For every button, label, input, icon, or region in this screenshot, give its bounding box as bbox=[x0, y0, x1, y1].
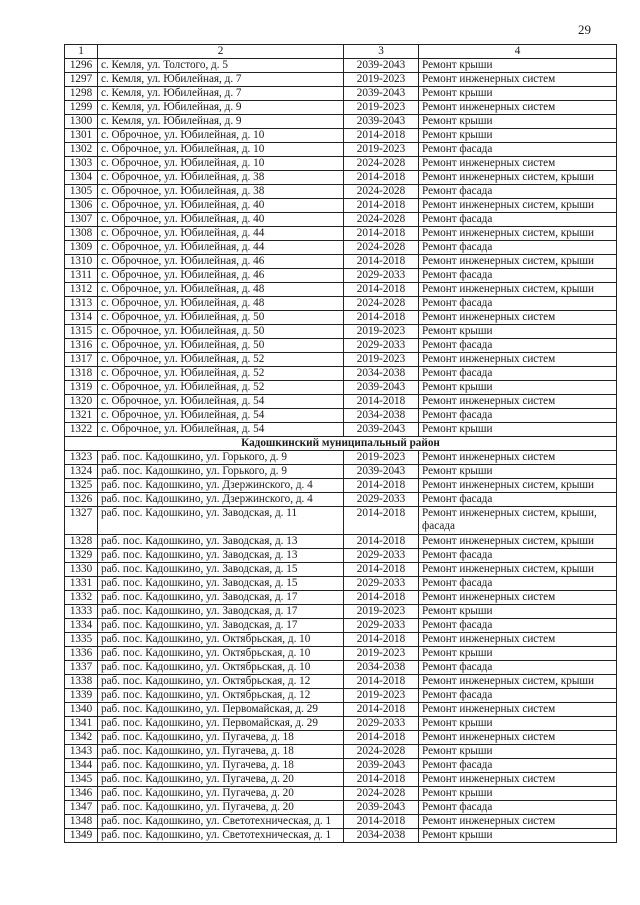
address-cell: с. Кемля, ул. Толстого, д. 5 bbox=[98, 59, 344, 73]
address-cell: раб. пос. Кадошкино, ул. Пугачева, д. 18 bbox=[98, 759, 344, 773]
period-cell: 2014-2018 bbox=[344, 395, 419, 409]
address-cell: с. Оброчное, ул. Юбилейная, д. 48 bbox=[98, 283, 344, 297]
address-cell: раб. пос. Кадошкино, ул. Заводская, д. 13 bbox=[98, 549, 344, 563]
work-type-cell: Ремонт фасада bbox=[419, 661, 617, 675]
address-cell: с. Кемля, ул. Юбилейная, д. 9 bbox=[98, 101, 344, 115]
period-cell: 2024-2028 bbox=[344, 787, 419, 801]
row-number-cell: 1321 bbox=[65, 409, 98, 423]
work-type-cell: Ремонт инженерных систем, крыши bbox=[419, 171, 617, 185]
period-cell: 2019-2023 bbox=[344, 451, 419, 465]
row-number-cell: 1310 bbox=[65, 255, 98, 269]
address-cell: с. Оброчное, ул. Юбилейная, д. 52 bbox=[98, 367, 344, 381]
work-type-cell: Ремонт инженерных систем bbox=[419, 591, 617, 605]
column-header-row bbox=[65, 45, 617, 59]
address-cell: раб. пос. Кадошкино, ул. Заводская, д. 17 bbox=[98, 605, 344, 619]
row-number-cell: 1338 bbox=[65, 675, 98, 689]
column-header: 3 bbox=[344, 45, 419, 59]
work-type-cell: Ремонт инженерных систем bbox=[419, 731, 617, 745]
period-cell: 2019-2023 bbox=[344, 353, 419, 367]
address-cell: с. Оброчное, ул. Юбилейная, д. 44 bbox=[98, 227, 344, 241]
table-body bbox=[65, 45, 617, 843]
period-cell: 2039-2043 bbox=[344, 87, 419, 101]
row-number-cell: 1318 bbox=[65, 367, 98, 381]
address-cell: с. Оброчное, ул. Юбилейная, д. 54 bbox=[98, 395, 344, 409]
row-number-cell: 1297 bbox=[65, 73, 98, 87]
row-number-cell: 1341 bbox=[65, 717, 98, 731]
table-row bbox=[65, 661, 617, 675]
address-cell: раб. пос. Кадошкино, ул. Октябрьская, д. 12 bbox=[98, 675, 344, 689]
period-cell: 2024-2028 bbox=[344, 185, 419, 199]
address-cell: раб. пос. Кадошкино, ул. Горького, д. 9 bbox=[98, 465, 344, 479]
work-type-cell: Ремонт инженерных систем, крыши bbox=[419, 675, 617, 689]
work-type-cell: Ремонт фасада bbox=[419, 801, 617, 815]
period-cell: 2019-2023 bbox=[344, 325, 419, 339]
work-type-cell: Ремонт фасада bbox=[419, 619, 617, 633]
table-row bbox=[65, 269, 617, 283]
work-type-cell: Ремонт фасада bbox=[419, 269, 617, 283]
row-number-cell: 1325 bbox=[65, 479, 98, 493]
period-cell: 2034-2038 bbox=[344, 409, 419, 423]
period-cell: 2029-2033 bbox=[344, 619, 419, 633]
table-row bbox=[65, 381, 617, 395]
table-row bbox=[65, 591, 617, 605]
address-cell: раб. пос. Кадошкино, ул. Октябрьская, д. 12 bbox=[98, 689, 344, 703]
period-cell: 2029-2033 bbox=[344, 549, 419, 563]
table-row bbox=[65, 759, 617, 773]
period-cell: 2034-2038 bbox=[344, 661, 419, 675]
work-type-cell: Ремонт фасада bbox=[419, 143, 617, 157]
column-header: 1 bbox=[65, 45, 98, 59]
repair-schedule-table bbox=[64, 44, 617, 843]
table-row bbox=[65, 633, 617, 647]
period-cell: 2014-2018 bbox=[344, 633, 419, 647]
address-cell: с. Оброчное, ул. Юбилейная, д. 10 bbox=[98, 143, 344, 157]
work-type-cell: Ремонт инженерных систем bbox=[419, 633, 617, 647]
work-type-cell: Ремонт фасада bbox=[419, 213, 617, 227]
row-number-cell: 1309 bbox=[65, 241, 98, 255]
work-type-cell: Ремонт крыши bbox=[419, 59, 617, 73]
work-type-cell: Ремонт инженерных систем bbox=[419, 815, 617, 829]
table-row bbox=[65, 773, 617, 787]
row-number-cell: 1332 bbox=[65, 591, 98, 605]
table-row bbox=[65, 185, 617, 199]
row-number-cell: 1315 bbox=[65, 325, 98, 339]
address-cell: с. Оброчное, ул. Юбилейная, д. 40 bbox=[98, 213, 344, 227]
row-number-cell: 1327 bbox=[65, 507, 98, 535]
row-number-cell: 1345 bbox=[65, 773, 98, 787]
work-type-cell: Ремонт инженерных систем bbox=[419, 703, 617, 717]
row-number-cell: 1322 bbox=[65, 423, 98, 437]
table-row bbox=[65, 507, 617, 535]
work-type-cell: Ремонт крыши bbox=[419, 115, 617, 129]
work-type-cell: Ремонт крыши bbox=[419, 605, 617, 619]
table-row bbox=[65, 577, 617, 591]
work-type-cell: Ремонт фасада bbox=[419, 297, 617, 311]
table-row bbox=[65, 451, 617, 465]
row-number-cell: 1349 bbox=[65, 829, 98, 843]
row-number-cell: 1308 bbox=[65, 227, 98, 241]
work-type-cell: Ремонт инженерных систем, крыши bbox=[419, 255, 617, 269]
table-row bbox=[65, 115, 617, 129]
address-cell: с. Оброчное, ул. Юбилейная, д. 54 bbox=[98, 409, 344, 423]
table-row bbox=[65, 675, 617, 689]
work-type-cell: Ремонт фасада bbox=[419, 367, 617, 381]
row-number-cell: 1307 bbox=[65, 213, 98, 227]
address-cell: раб. пос. Кадошкино, ул. Первомайская, д. 29 bbox=[98, 703, 344, 717]
period-cell: 2014-2018 bbox=[344, 675, 419, 689]
row-number-cell: 1302 bbox=[65, 143, 98, 157]
work-type-cell: Ремонт инженерных систем bbox=[419, 157, 617, 171]
address-cell: с. Оброчное, ул. Юбилейная, д. 44 bbox=[98, 241, 344, 255]
work-type-cell: Ремонт крыши bbox=[419, 381, 617, 395]
address-cell: с. Оброчное, ул. Юбилейная, д. 40 bbox=[98, 199, 344, 213]
address-cell: раб. пос. Кадошкино, ул. Дзержинского, д. 4 bbox=[98, 493, 344, 507]
address-cell: раб. пос. Кадошкино, ул. Горького, д. 9 bbox=[98, 451, 344, 465]
period-cell: 2019-2023 bbox=[344, 605, 419, 619]
row-number-cell: 1337 bbox=[65, 661, 98, 675]
table-row bbox=[65, 535, 617, 549]
table-row bbox=[65, 87, 617, 101]
address-cell: раб. пос. Кадошкино, ул. Пугачева, д. 20 bbox=[98, 773, 344, 787]
table-row bbox=[65, 227, 617, 241]
row-number-cell: 1299 bbox=[65, 101, 98, 115]
address-cell: раб. пос. Кадошкино, ул. Заводская, д. 11 bbox=[98, 507, 344, 535]
period-cell: 2024-2028 bbox=[344, 213, 419, 227]
address-cell: раб. пос. Кадошкино, ул. Дзержинского, д. 4 bbox=[98, 479, 344, 493]
row-number-cell: 1316 bbox=[65, 339, 98, 353]
address-cell: с. Оброчное, ул. Юбилейная, д. 54 bbox=[98, 423, 344, 437]
table-row bbox=[65, 605, 617, 619]
period-cell: 2019-2023 bbox=[344, 101, 419, 115]
table-row bbox=[65, 465, 617, 479]
period-cell: 2024-2028 bbox=[344, 745, 419, 759]
address-cell: раб. пос. Кадошкино, ул. Заводская, д. 13 bbox=[98, 535, 344, 549]
column-header: 2 bbox=[98, 45, 344, 59]
work-type-cell: Ремонт фасада bbox=[419, 241, 617, 255]
period-cell: 2024-2028 bbox=[344, 297, 419, 311]
address-cell: с. Оброчное, ул. Юбилейная, д. 50 bbox=[98, 339, 344, 353]
work-type-cell: Ремонт инженерных систем bbox=[419, 395, 617, 409]
address-cell: раб. пос. Кадошкино, ул. Октябрьская, д. 10 bbox=[98, 633, 344, 647]
row-number-cell: 1301 bbox=[65, 129, 98, 143]
page-number: 29 bbox=[578, 22, 591, 37]
row-number-cell: 1304 bbox=[65, 171, 98, 185]
address-cell: с. Оброчное, ул. Юбилейная, д. 50 bbox=[98, 311, 344, 325]
address-cell: раб. пос. Кадошкино, ул. Пугачева, д. 18 bbox=[98, 731, 344, 745]
table-row bbox=[65, 101, 617, 115]
table-row bbox=[65, 129, 617, 143]
row-number-cell: 1330 bbox=[65, 563, 98, 577]
period-cell: 2014-2018 bbox=[344, 255, 419, 269]
row-number-cell: 1331 bbox=[65, 577, 98, 591]
row-number-cell: 1305 bbox=[65, 185, 98, 199]
row-number-cell: 1339 bbox=[65, 689, 98, 703]
table-row bbox=[65, 689, 617, 703]
table-row bbox=[65, 325, 617, 339]
address-cell: раб. пос. Кадошкино, ул. Октябрьская, д. 10 bbox=[98, 647, 344, 661]
table-row bbox=[65, 353, 617, 367]
period-cell: 2019-2023 bbox=[344, 647, 419, 661]
row-number-cell: 1319 bbox=[65, 381, 98, 395]
table-row bbox=[65, 395, 617, 409]
work-type-cell: Ремонт инженерных систем, крыши bbox=[419, 563, 617, 577]
row-number-cell: 1296 bbox=[65, 59, 98, 73]
period-cell: 2034-2038 bbox=[344, 367, 419, 381]
table-row bbox=[65, 73, 617, 87]
address-cell: раб. пос. Кадошкино, ул. Заводская, д. 15 bbox=[98, 563, 344, 577]
table-row bbox=[65, 199, 617, 213]
work-type-cell: Ремонт фасада bbox=[419, 549, 617, 563]
period-cell: 2014-2018 bbox=[344, 815, 419, 829]
table-row bbox=[65, 745, 617, 759]
work-type-cell: Ремонт фасада bbox=[419, 339, 617, 353]
row-number-cell: 1311 bbox=[65, 269, 98, 283]
period-cell: 2014-2018 bbox=[344, 773, 419, 787]
address-cell: с. Оброчное, ул. Юбилейная, д. 48 bbox=[98, 297, 344, 311]
table-row bbox=[65, 59, 617, 73]
work-type-cell: Ремонт инженерных систем, крыши bbox=[419, 199, 617, 213]
work-type-cell: Ремонт инженерных систем bbox=[419, 353, 617, 367]
address-cell: раб. пос. Кадошкино, ул. Первомайская, д. 29 bbox=[98, 717, 344, 731]
work-type-cell: Ремонт крыши bbox=[419, 829, 617, 843]
table-row bbox=[65, 283, 617, 297]
work-type-cell: Ремонт крыши bbox=[419, 787, 617, 801]
table-row bbox=[65, 241, 617, 255]
address-cell: с. Оброчное, ул. Юбилейная, д. 52 bbox=[98, 381, 344, 395]
period-cell: 2029-2033 bbox=[344, 493, 419, 507]
period-cell: 2014-2018 bbox=[344, 563, 419, 577]
period-cell: 2034-2038 bbox=[344, 829, 419, 843]
table-row bbox=[65, 171, 617, 185]
period-cell: 2014-2018 bbox=[344, 199, 419, 213]
address-cell: раб. пос. Кадошкино, ул. Пугачева, д. 20 bbox=[98, 787, 344, 801]
work-type-cell: Ремонт инженерных систем bbox=[419, 311, 617, 325]
row-number-cell: 1344 bbox=[65, 759, 98, 773]
table-row bbox=[65, 815, 617, 829]
period-cell: 2039-2043 bbox=[344, 423, 419, 437]
address-cell: с. Оброчное, ул. Юбилейная, д. 38 bbox=[98, 171, 344, 185]
table-row bbox=[65, 423, 617, 437]
address-cell: раб. пос. Кадошкино, ул. Заводская, д. 17 bbox=[98, 591, 344, 605]
period-cell: 2029-2033 bbox=[344, 717, 419, 731]
table-row bbox=[65, 339, 617, 353]
address-cell: с. Кемля, ул. Юбилейная, д. 7 bbox=[98, 87, 344, 101]
table-row bbox=[65, 731, 617, 745]
row-number-cell: 1306 bbox=[65, 199, 98, 213]
row-number-cell: 1333 bbox=[65, 605, 98, 619]
period-cell: 2014-2018 bbox=[344, 535, 419, 549]
table-row bbox=[65, 409, 617, 423]
address-cell: с. Оброчное, ул. Юбилейная, д. 46 bbox=[98, 255, 344, 269]
table-row bbox=[65, 549, 617, 563]
work-type-cell: Ремонт крыши bbox=[419, 325, 617, 339]
period-cell: 2029-2033 bbox=[344, 339, 419, 353]
table-row bbox=[65, 647, 617, 661]
period-cell: 2029-2033 bbox=[344, 577, 419, 591]
address-cell: с. Оброчное, ул. Юбилейная, д. 10 bbox=[98, 129, 344, 143]
period-cell: 2024-2028 bbox=[344, 157, 419, 171]
table-row bbox=[65, 143, 617, 157]
row-number-cell: 1323 bbox=[65, 451, 98, 465]
period-cell: 2019-2023 bbox=[344, 689, 419, 703]
row-number-cell: 1340 bbox=[65, 703, 98, 717]
address-cell: раб. пос. Кадошкино, ул. Светотехническая, д. 1 bbox=[98, 815, 344, 829]
work-type-cell: Ремонт инженерных систем bbox=[419, 451, 617, 465]
row-number-cell: 1335 bbox=[65, 633, 98, 647]
period-cell: 2014-2018 bbox=[344, 703, 419, 717]
row-number-cell: 1320 bbox=[65, 395, 98, 409]
period-cell: 2039-2043 bbox=[344, 801, 419, 815]
row-number-cell: 1342 bbox=[65, 731, 98, 745]
row-number-cell: 1346 bbox=[65, 787, 98, 801]
table-row bbox=[65, 367, 617, 381]
row-number-cell: 1348 bbox=[65, 815, 98, 829]
row-number-cell: 1347 bbox=[65, 801, 98, 815]
work-type-cell: Ремонт инженерных систем, крыши bbox=[419, 283, 617, 297]
row-number-cell: 1314 bbox=[65, 311, 98, 325]
row-number-cell: 1317 bbox=[65, 353, 98, 367]
period-cell: 2019-2023 bbox=[344, 143, 419, 157]
period-cell: 2014-2018 bbox=[344, 129, 419, 143]
table-row bbox=[65, 213, 617, 227]
period-cell: 2014-2018 bbox=[344, 171, 419, 185]
work-type-cell: Ремонт крыши bbox=[419, 87, 617, 101]
work-type-cell: Ремонт фасада bbox=[419, 493, 617, 507]
period-cell: 2014-2018 bbox=[344, 507, 419, 535]
address-cell: с. Оброчное, ул. Юбилейная, д. 38 bbox=[98, 185, 344, 199]
row-number-cell: 1303 bbox=[65, 157, 98, 171]
period-cell: 2014-2018 bbox=[344, 283, 419, 297]
row-number-cell: 1324 bbox=[65, 465, 98, 479]
period-cell: 2039-2043 bbox=[344, 59, 419, 73]
work-type-cell: Ремонт инженерных систем, крыши bbox=[419, 479, 617, 493]
work-type-cell: Ремонт фасада bbox=[419, 759, 617, 773]
work-type-cell: Ремонт крыши bbox=[419, 745, 617, 759]
work-type-cell: Ремонт крыши bbox=[419, 717, 617, 731]
address-cell: с. Оброчное, ул. Юбилейная, д. 10 bbox=[98, 157, 344, 171]
row-number-cell: 1313 bbox=[65, 297, 98, 311]
address-cell: раб. пос. Кадошкино, ул. Светотехническая, д. 1 bbox=[98, 829, 344, 843]
work-type-cell: Ремонт крыши bbox=[419, 423, 617, 437]
row-number-cell: 1334 bbox=[65, 619, 98, 633]
period-cell: 2039-2043 bbox=[344, 759, 419, 773]
period-cell: 2039-2043 bbox=[344, 381, 419, 395]
work-type-cell: Ремонт фасада bbox=[419, 689, 617, 703]
table-row bbox=[65, 703, 617, 717]
work-type-cell: Ремонт фасада bbox=[419, 577, 617, 591]
row-number-cell: 1312 bbox=[65, 283, 98, 297]
section-header-row bbox=[65, 437, 617, 451]
address-cell: с. Оброчное, ул. Юбилейная, д. 46 bbox=[98, 269, 344, 283]
period-cell: 2039-2043 bbox=[344, 115, 419, 129]
address-cell: с. Кемля, ул. Юбилейная, д. 9 bbox=[98, 115, 344, 129]
address-cell: раб. пос. Кадошкино, ул. Пугачева, д. 18 bbox=[98, 745, 344, 759]
row-number-cell: 1298 bbox=[65, 87, 98, 101]
address-cell: с. Оброчное, ул. Юбилейная, д. 50 bbox=[98, 325, 344, 339]
table-row bbox=[65, 801, 617, 815]
column-header: 4 bbox=[419, 45, 617, 59]
table-row bbox=[65, 717, 617, 731]
section-title: Кадошкинский муниципальный район bbox=[65, 437, 617, 451]
table-row bbox=[65, 829, 617, 843]
work-type-cell: Ремонт инженерных систем, крыши bbox=[419, 535, 617, 549]
work-type-cell: Ремонт инженерных систем bbox=[419, 773, 617, 787]
address-cell: раб. пос. Кадошкино, ул. Октябрьская, д. 10 bbox=[98, 661, 344, 675]
address-cell: раб. пос. Кадошкино, ул. Заводская, д. 17 bbox=[98, 619, 344, 633]
work-type-cell: Ремонт фасада bbox=[419, 185, 617, 199]
table-row bbox=[65, 563, 617, 577]
work-type-cell: Ремонт инженерных систем bbox=[419, 101, 617, 115]
work-type-cell: Ремонт инженерных систем, крыши, фасада bbox=[419, 507, 617, 535]
work-type-cell: Ремонт крыши bbox=[419, 465, 617, 479]
address-cell: раб. пос. Кадошкино, ул. Пугачева, д. 20 bbox=[98, 801, 344, 815]
period-cell: 2024-2028 bbox=[344, 241, 419, 255]
period-cell: 2019-2023 bbox=[344, 73, 419, 87]
period-cell: 2014-2018 bbox=[344, 227, 419, 241]
table-row bbox=[65, 479, 617, 493]
row-number-cell: 1328 bbox=[65, 535, 98, 549]
period-cell: 2029-2033 bbox=[344, 269, 419, 283]
row-number-cell: 1300 bbox=[65, 115, 98, 129]
period-cell: 2014-2018 bbox=[344, 479, 419, 493]
period-cell: 2014-2018 bbox=[344, 311, 419, 325]
address-cell: с. Кемля, ул. Юбилейная, д. 7 bbox=[98, 73, 344, 87]
row-number-cell: 1336 bbox=[65, 647, 98, 661]
period-cell: 2039-2043 bbox=[344, 465, 419, 479]
row-number-cell: 1326 bbox=[65, 493, 98, 507]
address-cell: раб. пос. Кадошкино, ул. Заводская, д. 15 bbox=[98, 577, 344, 591]
period-cell: 2014-2018 bbox=[344, 591, 419, 605]
work-type-cell: Ремонт фасада bbox=[419, 409, 617, 423]
table-row bbox=[65, 255, 617, 269]
table-row bbox=[65, 311, 617, 325]
period-cell: 2014-2018 bbox=[344, 731, 419, 745]
address-cell: с. Оброчное, ул. Юбилейная, д. 52 bbox=[98, 353, 344, 367]
row-number-cell: 1329 bbox=[65, 549, 98, 563]
table-row bbox=[65, 493, 617, 507]
table-row bbox=[65, 787, 617, 801]
work-type-cell: Ремонт крыши bbox=[419, 129, 617, 143]
work-type-cell: Ремонт инженерных систем, крыши bbox=[419, 227, 617, 241]
work-type-cell: Ремонт инженерных систем bbox=[419, 73, 617, 87]
table-row bbox=[65, 297, 617, 311]
table-row bbox=[65, 619, 617, 633]
row-number-cell: 1343 bbox=[65, 745, 98, 759]
work-type-cell: Ремонт крыши bbox=[419, 647, 617, 661]
table-row bbox=[65, 157, 617, 171]
